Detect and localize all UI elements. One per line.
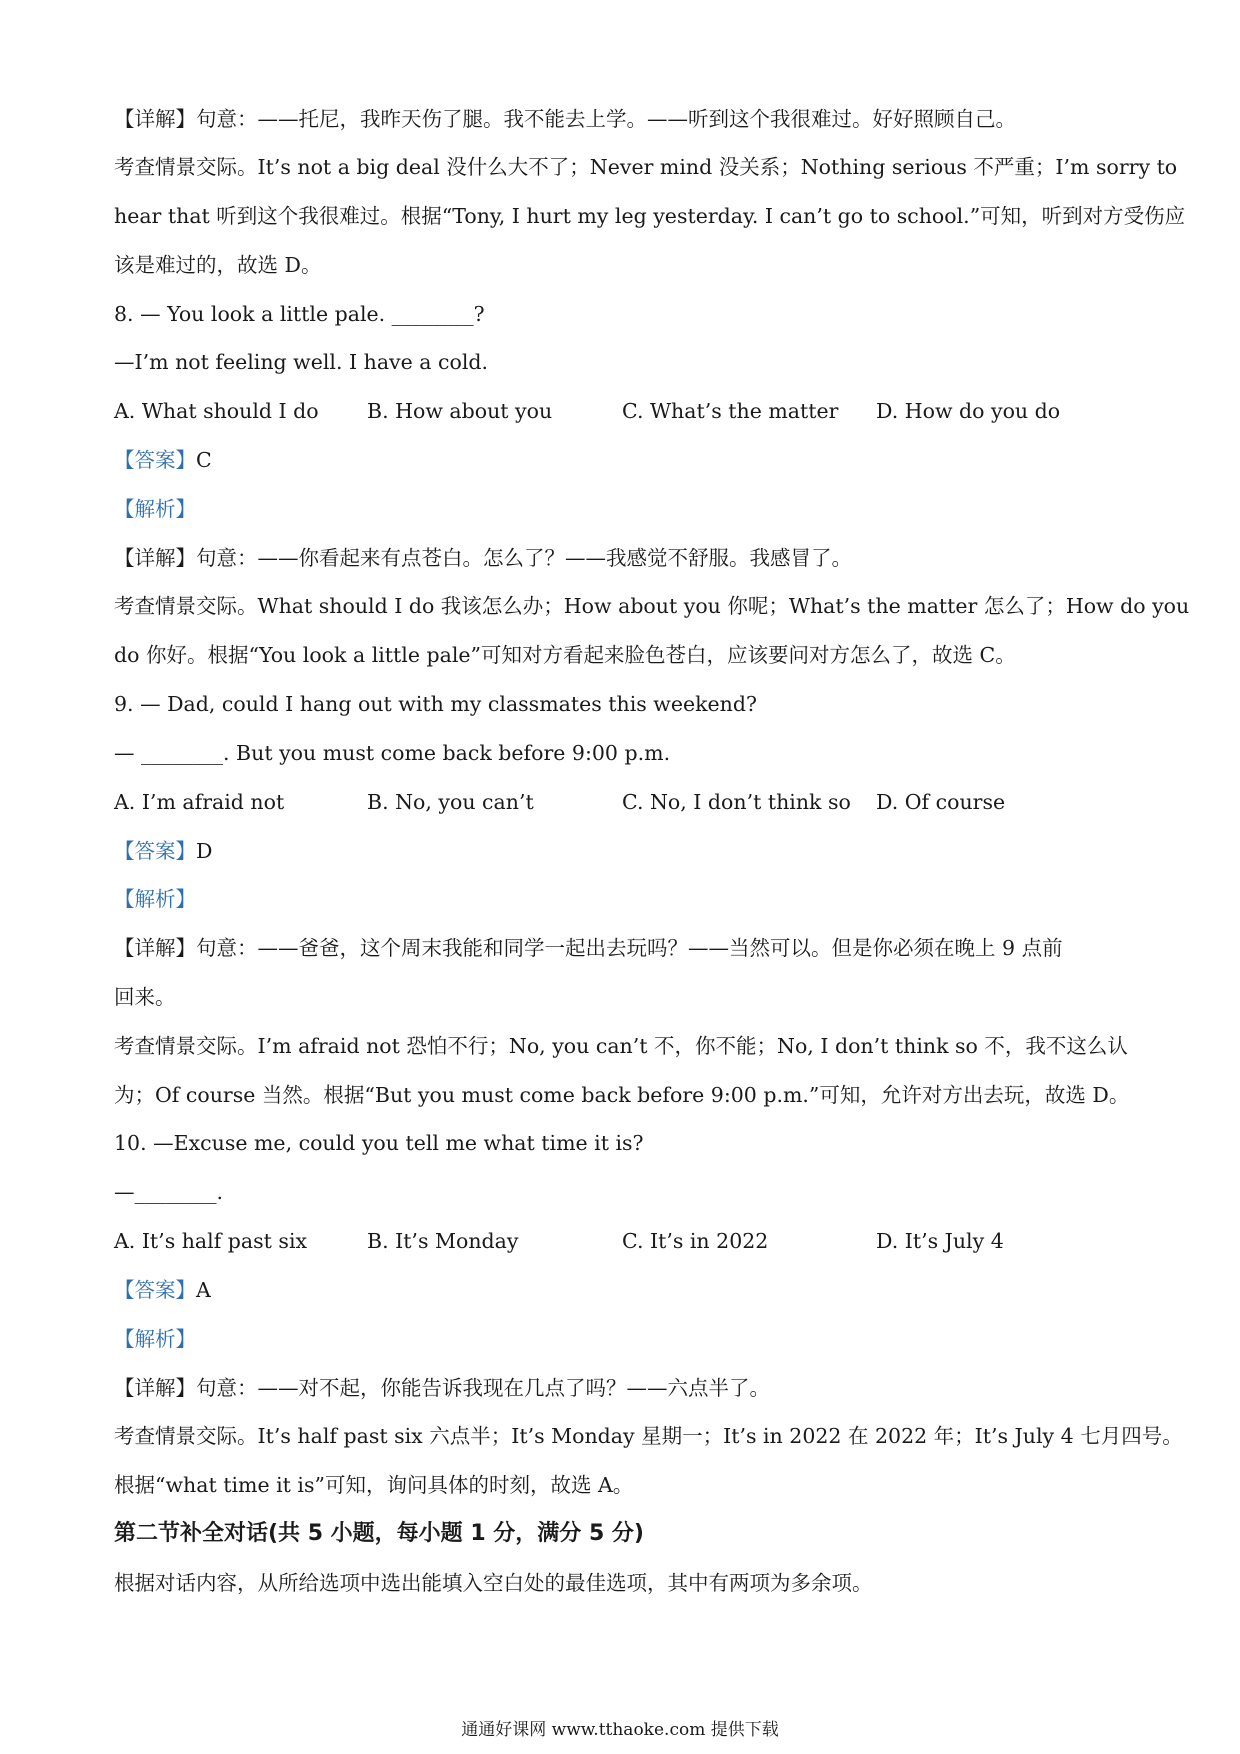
- q8-option-b: B. How about you: [367, 399, 553, 423]
- q8-explanation-2: do 你好。根据“You look a little pale”可知对方看起来脸色苍白，应该要问对方怎么了，故选 C。: [114, 643, 1016, 667]
- section-title: 第二节补全对话(共 5 小题，每小题 1 分，满分 5 分): [114, 1521, 644, 1546]
- analysis-tag: 【解析】: [114, 497, 196, 521]
- q10-option-a: A. It’s half past six: [114, 1229, 308, 1253]
- q10-reply: —________.: [114, 1180, 224, 1204]
- q8-option-c: C. What’s the matter: [622, 399, 839, 423]
- q7-explanation-3: 该是难过的，故选 D。: [114, 253, 322, 277]
- q9-option-c: C. No, I don’t think so: [622, 790, 851, 814]
- analysis-tag: 【解析】: [114, 887, 196, 911]
- q7-explanation-1: 考查情景交际。It’s not a big deal 没什么大不了；Never mind 没关系；Nothing serious 不严重；I’m sorry to: [114, 155, 1178, 179]
- q9-stem: 9. — Dad, could I hang out with my classmates this weekend?: [114, 692, 757, 716]
- q8-reply: —I’m not feeling well. I have a cold.: [114, 350, 489, 374]
- detail-tag: 【详解】: [114, 936, 196, 960]
- detail-tag: 【详解】: [114, 107, 196, 131]
- q10-option-b: B. It’s Monday: [367, 1229, 519, 1253]
- q9-option-a: A. I’m afraid not: [114, 790, 285, 814]
- q9-answer: D: [196, 839, 213, 863]
- q7-detail-line: [114, 104, 1134, 134]
- q10-stem: 10. —Excuse me, could you tell me what time it is?: [114, 1131, 644, 1155]
- q9-reply: — ________. But you must come back before 9:00 p.m.: [114, 741, 671, 765]
- q8-explanation-1: 考查情景交际。What should I do 我该怎么办；How about you 你呢；What’s the matter 怎么了；How do you: [114, 594, 1190, 618]
- q9-detail-line: [114, 933, 1134, 963]
- q9-option-b: B. No, you can’t: [367, 790, 534, 814]
- q8-option-a: A. What should I do: [114, 399, 319, 423]
- q9-detail-cont: 回来。: [114, 985, 176, 1009]
- q8-option-d: D. How do you do: [876, 399, 1061, 423]
- q10-option-c: C. It’s in 2022: [622, 1229, 769, 1253]
- q10-answer: A: [196, 1278, 211, 1302]
- page-footer: 通通好课网 www.tthaoke.com 提供下载: [461, 1720, 779, 1740]
- analysis-tag: 【解析】: [114, 1327, 196, 1351]
- q10-explanation-2: 根据“what time it is”可知，询问具体的时刻，故选 A。: [114, 1473, 634, 1497]
- section-instruction: 根据对话内容，从所给选项中选出能填入空白处的最佳选项，其中有两项为多余项。: [114, 1571, 873, 1595]
- answer-tag: 【答案】: [114, 1278, 196, 1302]
- answer-tag: 【答案】: [114, 448, 196, 472]
- q8-detail-line: [114, 543, 1134, 573]
- answer-tag: 【答案】: [114, 839, 196, 863]
- q10-analysis-tag-line: [114, 1324, 1134, 1354]
- q7-detail-text: 句意：——托尼，我昨天伤了腿。我不能去上学。——听到这个我很难过。好好照顾自己。: [196, 107, 1016, 131]
- q10-explanation-1: 考查情景交际。It’s half past six 六点半；It’s Monday 星期一；It’s in 2022 在 2022 年；It’s July 4 七月四号。: [114, 1424, 1183, 1448]
- q10-answer-line: [114, 1275, 1134, 1305]
- q10-option-d: D. It’s July 4: [876, 1229, 1004, 1253]
- q8-stem: 8. — You look a little pale. ________?: [114, 302, 485, 326]
- q8-answer-line: [114, 445, 1134, 475]
- q7-explanation-2: hear that 听到这个我很难过。根据“Tony, I hurt my leg yesterday. I can’t go to school.”可知，听到对方受伤应: [114, 204, 1186, 228]
- detail-tag: 【详解】: [114, 1376, 196, 1400]
- q9-option-d: D. Of course: [876, 790, 1006, 814]
- q8-answer: C: [196, 448, 212, 472]
- q9-analysis-tag-line: [114, 884, 1134, 914]
- q10-detail-text: 句意：——对不起，你能告诉我现在几点了吗？——六点半了。: [196, 1376, 770, 1400]
- q9-explanation-1: 考查情景交际。I’m afraid not 恐怕不行；No, you can’t 不，你不能；No, I don’t think so 不，我不这么认: [114, 1034, 1128, 1058]
- q9-answer-line: [114, 836, 1134, 866]
- q9-detail-text: 句意：——爸爸，这个周末我能和同学一起出去玩吗？——当然可以。但是你必须在晚上 9 点前: [196, 936, 1063, 960]
- q9-explanation-2: 为；Of course 当然。根据“But you must come back before 9:00 p.m.”可知，允许对方出去玩，故选 D。: [114, 1083, 1130, 1107]
- q10-detail-line: [114, 1373, 1134, 1403]
- detail-tag: 【详解】: [114, 546, 196, 570]
- q8-analysis-tag-line: [114, 494, 1134, 524]
- q8-detail-text: 句意：——你看起来有点苍白。怎么了？——我感觉不舒服。我感冒了。: [196, 546, 852, 570]
